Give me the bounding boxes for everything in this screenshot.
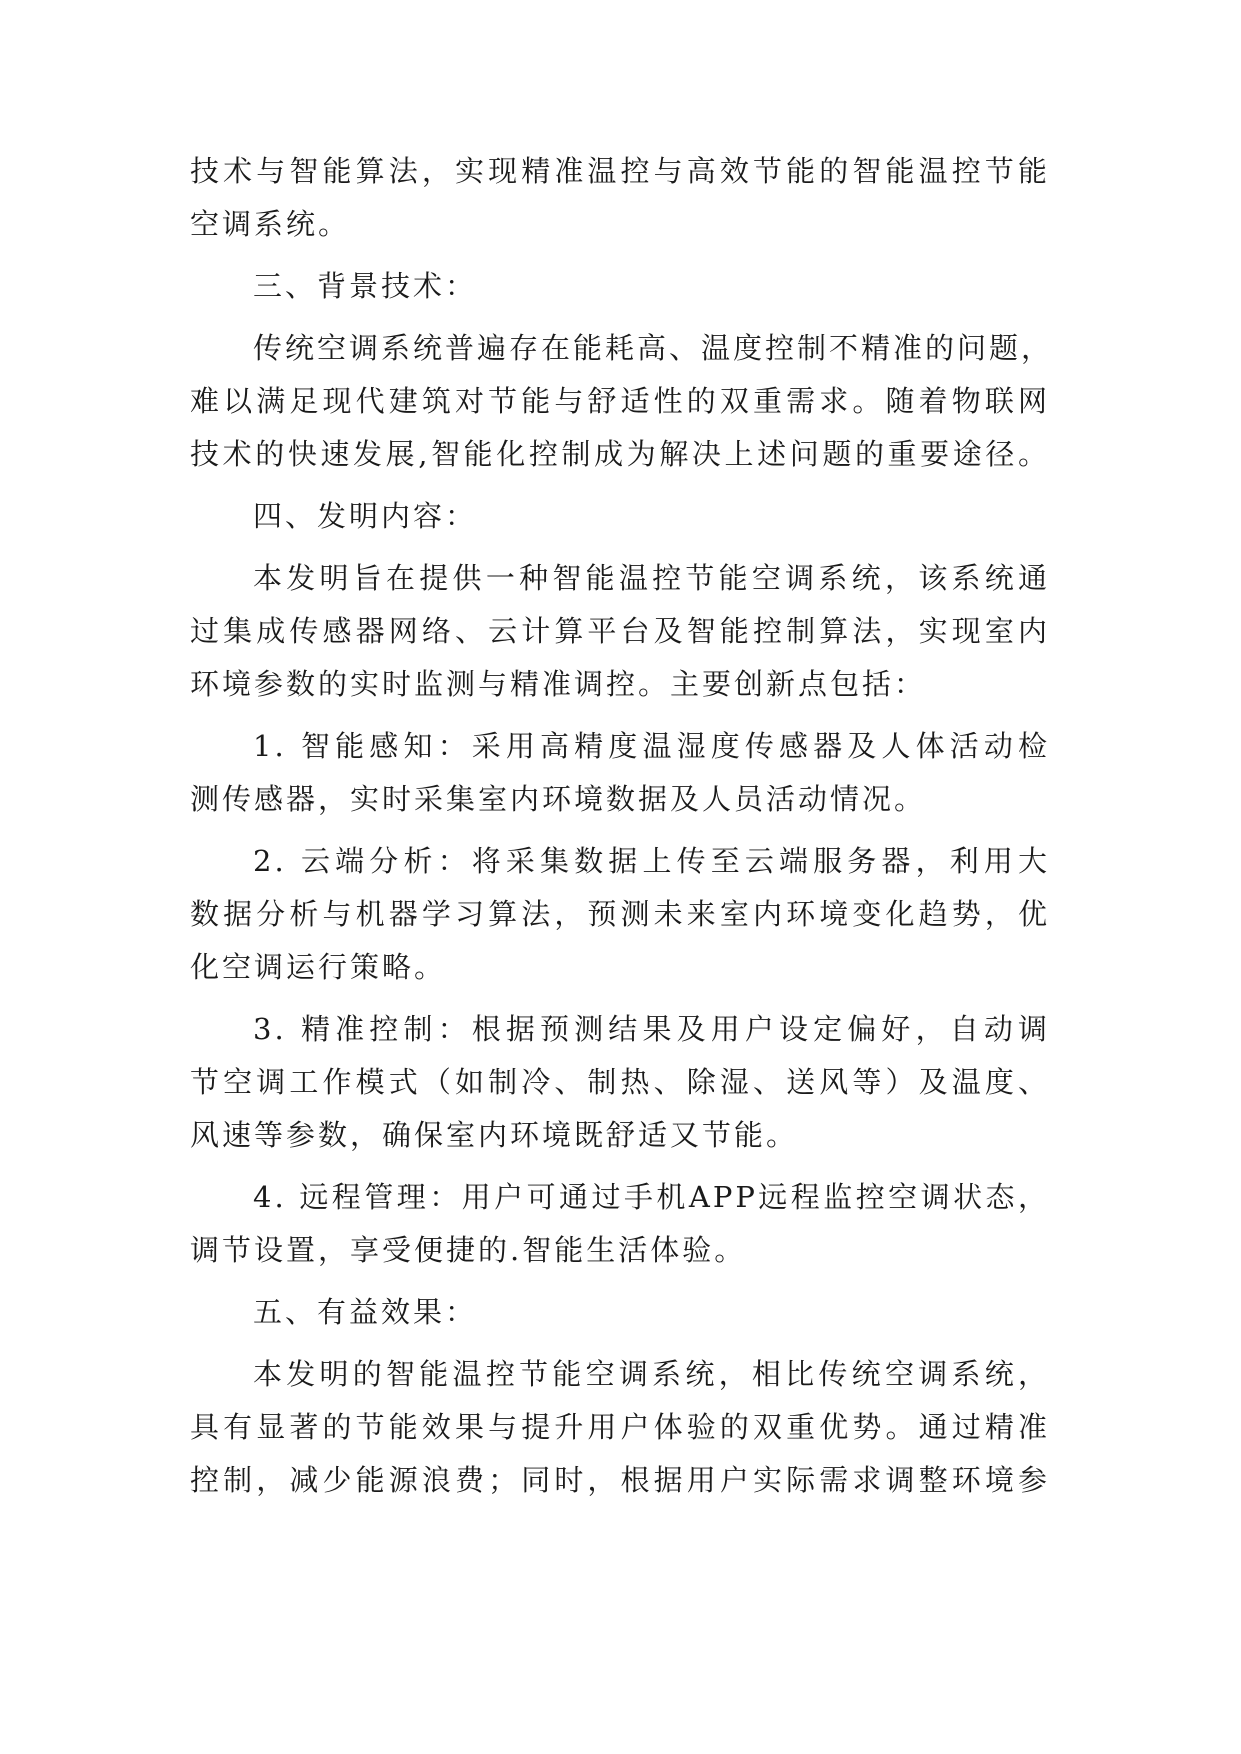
- paragraph-line: 技术的快速发展,智能化控制成为解决上述问题的重要途径。: [190, 437, 1050, 471]
- list-item-line: 化空调运行策略。: [190, 950, 447, 984]
- section-heading: 五、有益效果：: [253, 1295, 478, 1329]
- paragraph-line: 空调系统。: [190, 207, 351, 241]
- list-item-line: 1. 智能感知：采用高精度温湿度传感器及人体活动检: [253, 729, 1050, 763]
- paragraph-line: 控制，减少能源浪费；同时，根据用户实际需求调整环境参: [190, 1463, 1050, 1497]
- document-body: [190, 153, 1054, 1499]
- section-heading: 三、背景技术：: [253, 269, 478, 303]
- list-item-line: 3. 精准控制：根据预测结果及用户设定偏好，自动调: [253, 1012, 1050, 1046]
- paragraph-line: 具有显著的节能效果与提升用户体验的双重优势。通过精准: [190, 1410, 1050, 1444]
- paragraph-line: 传统空调系统普遍存在能耗高、温度控制不精准的问题，: [253, 331, 1054, 365]
- paragraph-line: 过集成传感器网络、云计算平台及智能控制算法，实现室内: [190, 614, 1050, 648]
- list-item-line: 测传感器，实时采集室内环境数据及人员活动情况。: [190, 782, 927, 816]
- list-item-line: 节空调工作模式（如制冷、制热、除湿、送风等）及温度、: [190, 1065, 1050, 1099]
- paragraph-line: 难以满足现代建筑对节能与舒适性的双重需求。随着物联网: [190, 384, 1050, 418]
- list-item-line: 数据分析与机器学习算法，预测未来室内环境变化趋势，优: [190, 897, 1050, 931]
- list-item-line: 调节设置，享受便捷的.智能生活体验。: [190, 1233, 747, 1267]
- section-heading: 四、发明内容：: [253, 499, 478, 533]
- paragraph-line: 本发明旨在提供一种智能温控节能空调系统，该系统通: [253, 561, 1050, 595]
- list-item-line: 风速等参数，确保室内环境既舒适又节能。: [190, 1118, 799, 1152]
- paragraph-line: 本发明的智能温控节能空调系统，相比传统空调系统，: [253, 1357, 1050, 1391]
- paragraph-line: 技术与智能算法，实现精准温控与高效节能的智能温控节能: [190, 154, 1050, 188]
- list-item-line: 4. 远程管理：用户可通过手机APP远程监控空调状态，: [253, 1180, 1050, 1214]
- paragraph-line: 环境参数的实时监测与精准调控。主要创新点包括：: [190, 667, 927, 701]
- list-item-line: 2. 云端分析：将采集数据上传至云端服务器，利用大: [253, 844, 1050, 878]
